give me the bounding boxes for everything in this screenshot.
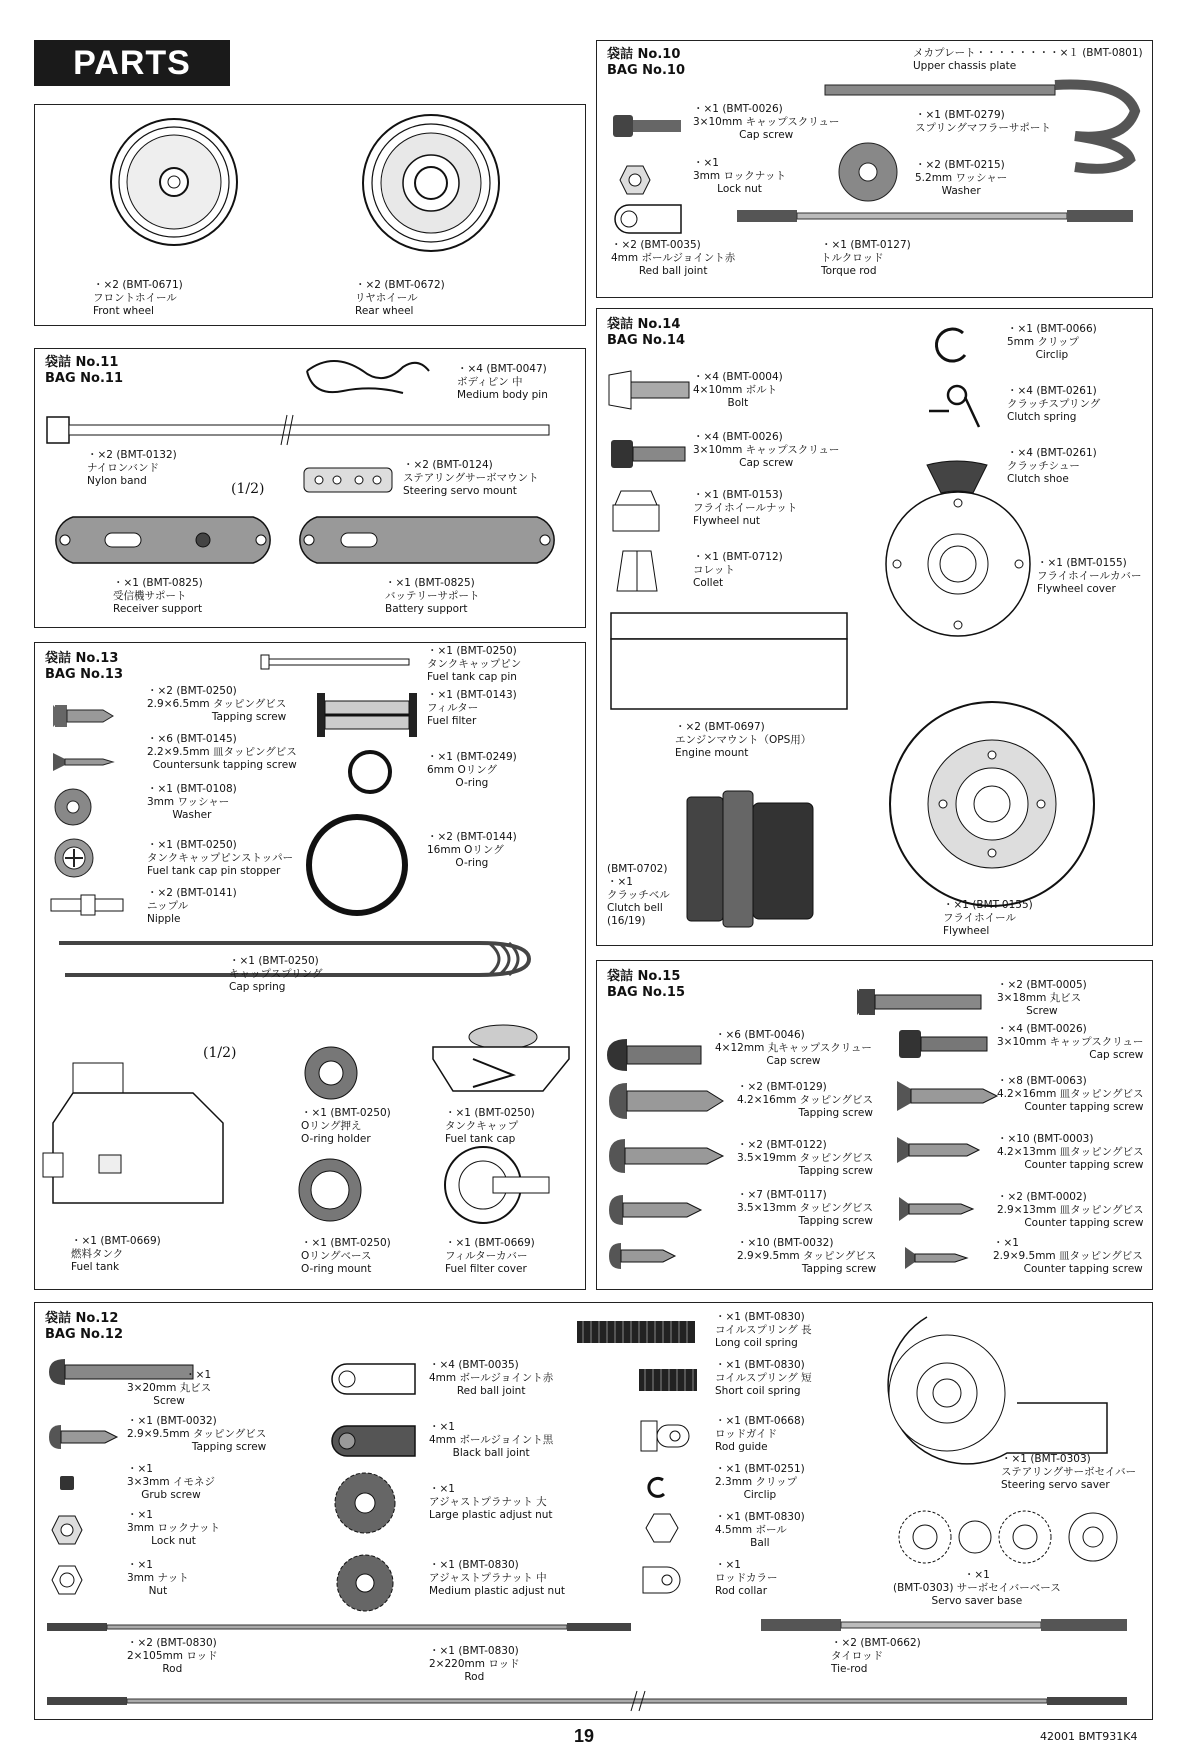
flywheel-nut-image <box>611 489 661 533</box>
bag14-flywheel-nut-label: ・×1 (BMT-0153) フライホイールナット Flywheel nut <box>693 489 798 527</box>
bag11-steering-servo-mount-label: ・×2 (BMT-0124) ステアリングサーボマウント Steering servo mount <box>403 459 539 497</box>
bag12-screw-3x20-label: ・×1 3×20mm 丸ビス Screw <box>127 1369 212 1407</box>
servo-saver-base-image <box>897 1509 1127 1565</box>
bag13-half-label: (1/2) <box>203 1045 237 1061</box>
body-pin-image <box>303 357 433 407</box>
long-coil-spring-image <box>577 1319 697 1345</box>
circlip-2-3-image <box>645 1475 669 1499</box>
round-screw-3x18-image <box>855 987 985 1017</box>
cap-screw-image <box>613 113 683 139</box>
bag12-section <box>34 1302 1153 1720</box>
bag15-tapping-screw-3-5x13-label: ・×7 (BMT-0117) 3.5×13mm タッピングビス Tapping screw <box>737 1189 873 1227</box>
page-number: 19 <box>574 1726 595 1746</box>
cap-pin-stopper-image <box>53 837 95 879</box>
bag12-short-coil-spring-label: ・×1 (BMT-0830) コイルスプリング 短 Short coil spring <box>715 1359 812 1397</box>
short-coil-spring-image <box>639 1367 699 1393</box>
bag14-cap-screw-label: ・×4 (BMT-0026) 3×10mm キャップスクリュー Cap screw <box>693 431 840 469</box>
lock-nut-12-image <box>51 1515 83 1545</box>
steering-servo-mount-image <box>303 467 393 493</box>
bag15-title: 袋詰 No.15 BAG No.15 <box>607 969 686 1000</box>
tapping-screw-3-5x13-image <box>607 1193 703 1227</box>
bag15-cap-screw-4x12-label: ・×6 (BMT-0046) 4×12mm 丸キャップスクリュー Cap screw <box>715 1029 872 1067</box>
red-ball-joint-image <box>611 201 687 237</box>
tapping-screw-2-9x9-5-image <box>607 1241 677 1271</box>
washer-3mm-image <box>53 787 93 827</box>
tie-rod-image <box>761 1617 1131 1633</box>
bag12-large-adjust-nut-label: ・×1 アジャストプラナット 大 Large plastic adjust nut <box>429 1483 553 1521</box>
bag14-collet-label: ・×1 (BMT-0712) コレット Collet <box>693 551 783 589</box>
bag12-grub-screw-label: ・×1 3×3mm イモネジ Grub screw <box>127 1463 215 1501</box>
flywheel-image <box>887 699 1097 909</box>
bag12-servo-saver-label: ・×1 (BMT-0303) ステアリングサーボセイバー Steering servo saver <box>1001 1453 1137 1491</box>
fuel-filter-image <box>317 683 417 747</box>
bag12-title: 袋詰 No.12 BAG No.12 <box>45 1311 124 1342</box>
rod-220-image <box>47 1691 1137 1711</box>
cap-screw-3x10-image <box>899 1029 989 1059</box>
bag10-title: 袋詰 No.10 BAG No.10 <box>607 47 686 78</box>
torque-rod-image <box>737 208 1137 224</box>
red-ball-joint-12-image <box>329 1361 419 1397</box>
bag14-clutch-shoe-label: ・×4 (BMT-0261) クラッチシュー Clutch shoe <box>1007 447 1097 485</box>
bag12-red-ball-joint-label: ・×4 (BMT-0035) 4mm ボールジョイント赤 Red ball joint <box>429 1359 554 1397</box>
bag10-section <box>596 40 1153 298</box>
fuel-tank-image <box>43 1063 229 1223</box>
tapping-screw-4x16-image <box>607 1081 725 1121</box>
bag15-tapping-screw-3-5x19-label: ・×2 (BMT-0122) 3.5×19mm タッピングビス Tapping screw <box>737 1139 873 1177</box>
counter-tapping-screw-4x16-image <box>895 1079 999 1113</box>
bag10-red-ball-joint-label: ・×2 (BMT-0035) 4mm ボールジョイント赤 Red ball joint <box>611 239 736 277</box>
front-wheel-label: ・×2 (BMT-0671) フロントホイール Front wheel <box>93 279 183 317</box>
bag13-cap-pin-stopper-label: ・×1 (BMT-0250) タンクキャップピンストッパー Fuel tank cap pin stopper <box>147 839 294 877</box>
bag13-cap-spring-label: ・×1 (BMT-0250) キャップスプリング Cap spring <box>229 955 323 993</box>
collet-image <box>615 549 659 593</box>
countersunk-screw-image <box>51 751 115 773</box>
bag14-section <box>596 308 1153 946</box>
circlip-image <box>933 325 973 365</box>
bag12-rod-220-label: ・×1 (BMT-0830) 2×220mm ロッド Rod <box>429 1645 520 1683</box>
bag15-counter-tapping-2-9x9-5-label: ・×1 2.9×9.5mm 皿タッピングビス Counter tapping screw <box>993 1237 1143 1275</box>
document-code: 42001 BMT931K4 <box>1040 1730 1138 1743</box>
bag13-fuel-tank-label: ・×1 (BMT-0669) 燃料タンク Fuel tank <box>71 1235 161 1273</box>
large-adjust-nut-image <box>333 1471 397 1535</box>
lock-nut-image <box>619 165 651 195</box>
bag15-counter-tapping-4x13-label: ・×10 (BMT-0003) 4.2×13mm 皿タッピングビス Counter tapping screw <box>997 1133 1144 1171</box>
bag13-tank-cap-pin-label: ・×1 (BMT-0250) タンクキャップピン Fuel tank cap pin <box>427 645 522 683</box>
bag14-bolt-label: ・×4 (BMT-0004) 4×10mm ボルト Bolt <box>693 371 783 409</box>
rod-105-image <box>47 1621 637 1633</box>
front-wheel-image <box>109 117 239 247</box>
counter-tapping-screw-4x13-image <box>895 1135 981 1165</box>
bag11-title: 袋詰 No.11 BAG No.11 <box>45 355 124 386</box>
bag12-tie-rod-label: ・×2 (BMT-0662) タイロッド Tie-rod <box>831 1637 921 1675</box>
rod-collar-image <box>641 1565 683 1595</box>
bag14-engine-mount-label: ・×2 (BMT-0697) エンジンマウント（OPS用） Engine mount <box>675 721 812 759</box>
bag12-medium-adjust-nut-label: ・×1 (BMT-0830) アジャストプラナット 中 Medium plastic adjust nut <box>429 1559 565 1597</box>
tapping-screw-3-5x19-image <box>607 1137 725 1175</box>
bag13-nipple-label: ・×2 (BMT-0141) ニップル Nipple <box>147 887 237 925</box>
bag13-section <box>34 642 586 1290</box>
bag10-torque-rod-label: ・×1 (BMT-0127) トルクロッド Torque rod <box>821 239 911 277</box>
bag13-o-ring-mount-label: ・×1 (BMT-0250) Oリングベース O-ring mount <box>301 1237 391 1275</box>
clutch-spring-image <box>929 383 989 429</box>
bag12-lock-nut-label: ・×1 3mm ロックナット Lock nut <box>127 1509 221 1547</box>
bag14-flywheel-cover-label: ・×1 (BMT-0155) フライホイールカバー Flywheel cover <box>1037 557 1142 595</box>
o-ring-16mm-image <box>305 813 409 917</box>
counter-tapping-screw-2-9x9-5-image <box>903 1245 969 1271</box>
bag12-rod-105-label: ・×2 (BMT-0830) 2×105mm ロッド Rod <box>127 1637 218 1675</box>
rod-guide-image <box>641 1421 691 1451</box>
bag14-clutch-spring-label: ・×4 (BMT-0261) クラッチスプリング Clutch spring <box>1007 385 1101 423</box>
engine-mount-image <box>611 613 851 713</box>
bag13-countersunk-screw-label: ・×6 (BMT-0145) 2.2×9.5mm 皿タッピングビス Countersunk tapping screw <box>147 733 297 771</box>
bag15-tapping-screw-4x16-label: ・×2 (BMT-0129) 4.2×16mm タッピングビス Tapping screw <box>737 1081 873 1119</box>
tapping-screw-12-image <box>47 1423 119 1451</box>
bolt-image <box>609 371 691 409</box>
bag12-tapping-screw-label: ・×1 (BMT-0032) 2.9×9.5mm タッピングビス Tapping screw <box>127 1415 267 1453</box>
bag15-tapping-screw-2-9x9-5-label: ・×10 (BMT-0032) 2.9×9.5mm タッピングビス Tapping screw <box>737 1237 877 1275</box>
rear-wheel-label: ・×2 (BMT-0672) リヤホイール Rear wheel <box>355 279 445 317</box>
wheels-section <box>34 104 586 326</box>
bag13-o-ring-holder-label: ・×1 (BMT-0250) Oリング押え O-ring holder <box>301 1107 391 1145</box>
bag12-servo-saver-base-label: ・×1 (BMT-0303) サーボセイバーベース Servo saver base <box>893 1569 1061 1607</box>
bag10-lock-nut-label: ・×1 3mm ロックナット Lock nut <box>693 157 787 195</box>
page-title: PARTS <box>34 40 230 86</box>
bag12-ball-label: ・×1 (BMT-0830) 4.5mm ボール Ball <box>715 1511 805 1549</box>
bag10-upper-chassis-plate-label: メカプレート・・・・・・・・×１ (BMT-0801) Upper chassis plate <box>913 47 1143 72</box>
o-ring-6mm-image <box>347 749 393 795</box>
bag13-title: 袋詰 No.13 BAG No.13 <box>45 651 124 682</box>
bag11-half-label: (1/2) <box>231 481 265 497</box>
ball-4-5-image <box>645 1513 679 1543</box>
fuel-tank-cap-image <box>433 1023 573 1113</box>
bag12-rod-collar-label: ・×1 ロッドカラー Rod collar <box>715 1559 778 1597</box>
clutch-bell-image <box>687 787 817 935</box>
medium-adjust-nut-image <box>335 1553 395 1613</box>
bag12-nut-label: ・×1 3mm ナット Nut <box>127 1559 189 1597</box>
cap-screw-14-image <box>611 439 687 469</box>
bag15-counter-tapping-4x16-label: ・×8 (BMT-0063) 4.2×16mm 皿タッピングビス Counter tapping screw <box>997 1075 1144 1113</box>
bag11-receiver-support-label: ・×1 (BMT-0825) 受信機サポート Receiver support <box>113 577 203 615</box>
bag11-body-pin-label: ・×4 (BMT-0047) ボディピン 中 Medium body pin <box>457 363 548 401</box>
tapping-screw-image <box>51 703 115 729</box>
black-ball-joint-image <box>329 1423 419 1459</box>
rear-wheel-image <box>361 113 501 253</box>
bag12-circlip-label: ・×1 (BMT-0251) 2.3mm クリップ Circlip <box>715 1463 805 1501</box>
bag11-nylon-band-label: ・×2 (BMT-0132) ナイロンバンド Nylon band <box>87 449 177 487</box>
flywheel-cover-image <box>883 489 1033 639</box>
bag15-cap-screw-3x10-label: ・×4 (BMT-0026) 3×10mm キャップスクリュー Cap screw <box>997 1023 1144 1061</box>
bag12-long-coil-spring-label: ・×1 (BMT-0830) コイルスプリング 長 Long coil spring <box>715 1311 812 1349</box>
battery-support-image <box>297 513 557 567</box>
o-ring-holder-image <box>303 1045 359 1101</box>
nut-3mm-image <box>51 1565 83 1595</box>
bag15-section <box>596 960 1153 1290</box>
bag13-washer-label: ・×1 (BMT-0108) 3mm ワッシャー Washer <box>147 783 237 821</box>
bag13-fuel-tank-cap-label: ・×1 (BMT-0250) タンクキャップ Fuel tank cap <box>445 1107 535 1145</box>
bag13-fuel-filter-cover-label: ・×1 (BMT-0669) フィルターカバー Fuel filter cover <box>445 1237 535 1275</box>
tank-cap-pin-image <box>261 655 411 669</box>
bag13-tapping-screw-label: ・×2 (BMT-0250) 2.9×6.5mm タッピングビス Tapping screw <box>147 685 287 723</box>
bag14-flywheel-label: ・×1 (BMT-0155) フライホイール Flywheel <box>943 899 1033 937</box>
bag11-battery-support-label: ・×1 (BMT-0825) バッテリーサポート Battery support <box>385 577 480 615</box>
fuel-filter-cover-image <box>443 1141 553 1231</box>
counter-tapping-screw-2-9x13-image <box>897 1195 975 1223</box>
bag10-muffler-support-label: ・×1 (BMT-0279) スプリングマフラーサポート <box>915 109 1051 134</box>
receiver-support-image <box>53 513 273 567</box>
bag14-title: 袋詰 No.14 BAG No.14 <box>607 317 686 348</box>
bag14-circlip-label: ・×1 (BMT-0066) 5mm クリップ Circlip <box>1007 323 1097 361</box>
nylon-band-image <box>47 415 557 445</box>
round-cap-screw-4x12-image <box>605 1037 705 1073</box>
bag14-clutch-bell-label: (BMT-0702) ・×1 クラッチベル Clutch bell (16/19) <box>607 863 670 927</box>
bag12-rod-guide-label: ・×1 (BMT-0668) ロッドガイド Rod guide <box>715 1415 805 1453</box>
nipple-image <box>51 893 125 917</box>
washer-image <box>837 141 899 203</box>
grub-screw-image <box>59 1475 75 1491</box>
bag12-black-ball-joint-label: ・×1 4mm ボールジョイント黒 Black ball joint <box>429 1421 554 1459</box>
bag15-counter-tapping-2-9x13-label: ・×2 (BMT-0002) 2.9×13mm 皿タッピングビス Counter tapping screw <box>997 1191 1144 1229</box>
bag10-washer-label: ・×2 (BMT-0215) 5.2mm ワッシャー Washer <box>915 159 1008 197</box>
o-ring-mount-image <box>297 1157 363 1223</box>
servo-saver-image <box>867 1313 1117 1473</box>
bag13-o-ring-6mm-label: ・×1 (BMT-0249) 6mm Oリング O-ring <box>427 751 517 789</box>
bag13-fuel-filter-label: ・×1 (BMT-0143) フィルター Fuel filter <box>427 689 517 727</box>
bag10-cap-screw-label: ・×1 (BMT-0026) 3×10mm キャップスクリュー Cap screw <box>693 103 840 141</box>
bag15-screw-label: ・×2 (BMT-0005) 3×18mm 丸ビス Screw <box>997 979 1087 1017</box>
bag11-section <box>34 348 586 628</box>
bag13-o-ring-16mm-label: ・×2 (BMT-0144) 16mm Oリング O-ring <box>427 831 517 869</box>
